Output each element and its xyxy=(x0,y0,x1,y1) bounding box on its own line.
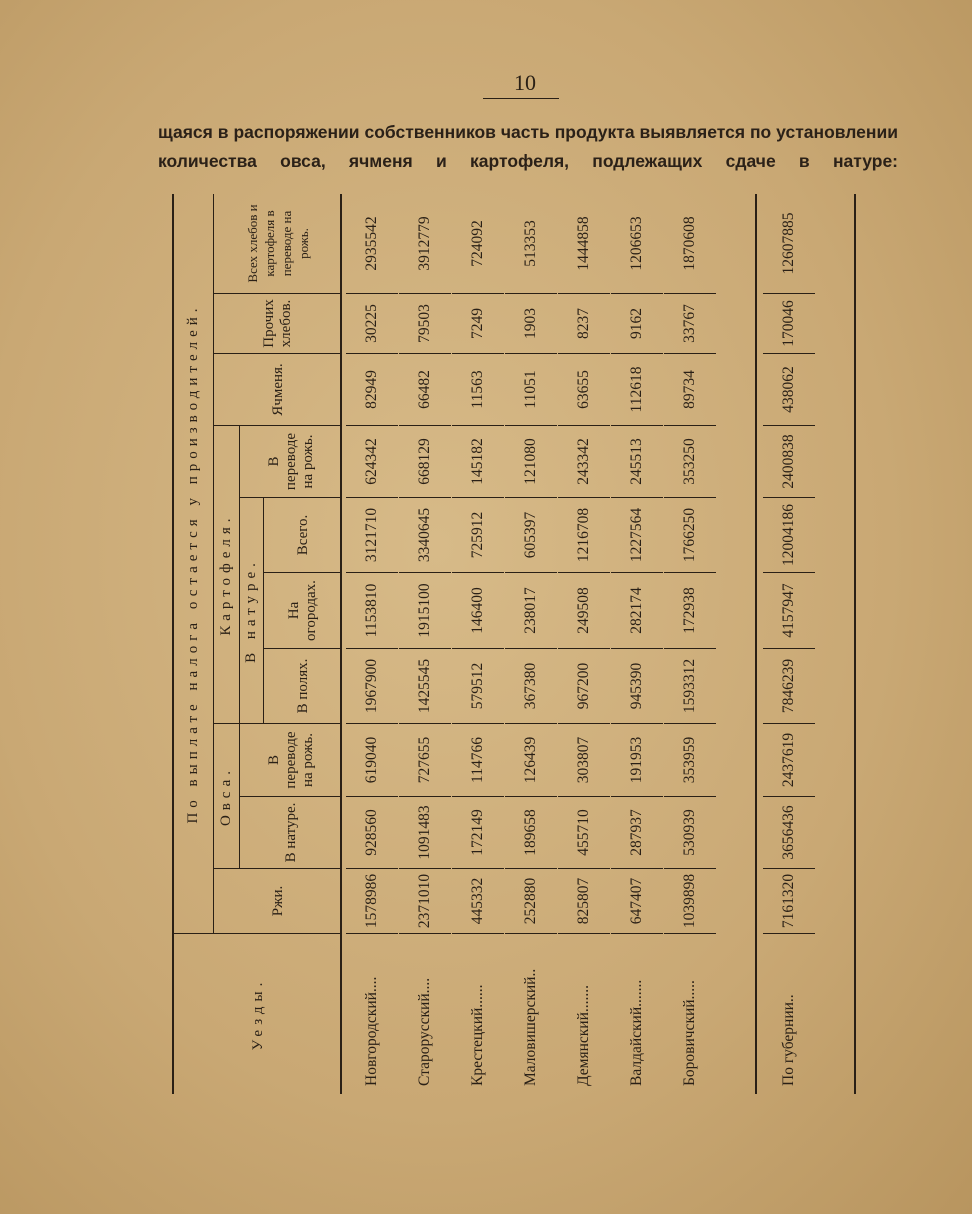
cell-pot-total: 12004186 xyxy=(763,498,815,573)
cell-pot-total: 725912 xyxy=(452,498,504,573)
cell-barley: 89734 xyxy=(664,354,716,426)
cell-oats-rye: 114766 xyxy=(452,724,504,797)
rye-header: Ржи. xyxy=(214,869,342,934)
cell-rye: 445332 xyxy=(452,869,504,934)
cell-pot-fields: 367380 xyxy=(505,649,557,724)
cell-rye: 7161320 xyxy=(763,869,815,934)
cell-pot-total: 1216708 xyxy=(558,498,610,573)
cell-rye: 252880 xyxy=(505,869,557,934)
cell-oats-rye: 619040 xyxy=(346,724,398,797)
table-row xyxy=(664,194,716,1094)
cell-pot-rye: 2400838 xyxy=(763,426,815,498)
table-row xyxy=(558,194,610,1094)
cell-pot-rye: 668129 xyxy=(399,426,451,498)
cell-pot-fields: 7846239 xyxy=(763,649,815,724)
oats-header: Овса. xyxy=(214,724,240,869)
cell-pot-gardens: 238017 xyxy=(505,573,557,649)
cell-pot-fields: 1425545 xyxy=(399,649,451,724)
uezd-name: По губернии.. xyxy=(780,994,797,1086)
cell-all: 513353 xyxy=(505,194,557,294)
cell-all: 1444858 xyxy=(558,194,610,294)
table-total-row xyxy=(763,194,815,1094)
cell-pot-total: 3121710 xyxy=(346,498,398,573)
cell-pot-rye: 243342 xyxy=(558,426,610,498)
uezd-name: Боровичский..... xyxy=(681,980,698,1086)
cell-pot-gardens: 249508 xyxy=(558,573,610,649)
cell-oats-rye: 126439 xyxy=(505,724,557,797)
cell-pot-gardens: 172938 xyxy=(664,573,716,649)
cell-pot-gardens: 282174 xyxy=(611,573,663,649)
page-number: 10 xyxy=(514,70,536,95)
cell-pot-gardens: 146400 xyxy=(452,573,504,649)
all-grains-header: Всех хлебов и картофеля в переводе на рожь. xyxy=(214,194,342,294)
cell-all: 1206653 xyxy=(611,194,663,294)
table-row xyxy=(452,194,504,1094)
cell-barley: 82949 xyxy=(346,354,398,426)
cell-pot-fields: 1593312 xyxy=(664,649,716,724)
cell-oats-rye: 303807 xyxy=(558,724,610,797)
cell-pot-rye: 121080 xyxy=(505,426,557,498)
cell-other: 8237 xyxy=(558,294,610,354)
table-row xyxy=(399,194,451,1094)
cell-pot-rye: 353250 xyxy=(664,426,716,498)
cell-barley: 438062 xyxy=(763,354,815,426)
cell-pot-total: 3340645 xyxy=(399,498,451,573)
potatoes-fields-header: В полях. xyxy=(264,649,342,724)
cell-rye: 1578986 xyxy=(346,869,398,934)
cell-all: 3912779 xyxy=(399,194,451,294)
uezd-name: Демянский....... xyxy=(575,985,592,1086)
cell-pot-total: 605397 xyxy=(505,498,557,573)
uezd-name: Валдайский....... xyxy=(628,979,645,1086)
cell-oats-nat: 928560 xyxy=(346,797,398,869)
cell-other: 170046 xyxy=(763,294,815,354)
cell-oats-nat: 3656436 xyxy=(763,797,815,869)
other-grains-header: Прочих хлебов. xyxy=(214,294,342,354)
cell-pot-gardens: 1915100 xyxy=(399,573,451,649)
page-number-rule xyxy=(483,98,559,99)
potatoes-natura-header: В натуре. xyxy=(240,498,264,724)
cell-other: 1903 xyxy=(505,294,557,354)
cell-barley: 112618 xyxy=(611,354,663,426)
cell-pot-rye: 624342 xyxy=(346,426,398,498)
uezd-name: Старорусский.... xyxy=(416,977,433,1086)
top-header: По выплате налога остается у производителей. xyxy=(174,194,214,934)
cell-pot-rye: 145182 xyxy=(452,426,504,498)
potatoes-rye-header: В переводе на рожь. xyxy=(240,426,342,498)
cell-other: 30225 xyxy=(346,294,398,354)
cell-rye: 647407 xyxy=(611,869,663,934)
uezd-name: Маловишерский.. xyxy=(522,968,539,1086)
cell-rye: 2371010 xyxy=(399,869,451,934)
rotated-table-container xyxy=(172,194,852,1094)
cell-pot-gardens: 1153810 xyxy=(346,573,398,649)
potatoes-header: Картофеля. xyxy=(214,426,240,724)
cell-oats-nat: 189658 xyxy=(505,797,557,869)
cell-oats-nat: 530939 xyxy=(664,797,716,869)
uezd-name: Крестецкий...... xyxy=(469,984,486,1086)
oats-rye-header: В переводе на рожь. xyxy=(240,724,342,797)
uezd-name: Новгородский.... xyxy=(363,976,380,1086)
cell-oats-nat: 172149 xyxy=(452,797,504,869)
cell-all: 2935542 xyxy=(346,194,398,294)
cell-barley: 11563 xyxy=(452,354,504,426)
cell-barley: 66482 xyxy=(399,354,451,426)
cell-pot-fields: 967200 xyxy=(558,649,610,724)
cell-pot-gardens: 4157947 xyxy=(763,573,815,649)
cell-all: 724092 xyxy=(452,194,504,294)
cell-pot-rye: 245513 xyxy=(611,426,663,498)
table-header xyxy=(174,194,342,1094)
cell-barley: 11051 xyxy=(505,354,557,426)
cell-oats-nat: 1091483 xyxy=(399,797,451,869)
cell-all: 12607885 xyxy=(763,194,815,294)
intro-paragraph: щаяся в распоряжении собственников часть продукта выявляется по установлении количества овса, ячменя и картофеля, подлежащих сдаче в натуре: xyxy=(158,122,898,171)
cell-oats-rye: 191953 xyxy=(611,724,663,797)
cell-pot-fields: 1967900 xyxy=(346,649,398,724)
cell-pot-total: 1227564 xyxy=(611,498,663,573)
oats-natura-header: В натуре. xyxy=(240,797,342,869)
cell-rye: 1039898 xyxy=(664,869,716,934)
potatoes-gardens-header: На огородах. xyxy=(264,573,342,649)
table-row xyxy=(611,194,663,1094)
cell-oats-nat: 287937 xyxy=(611,797,663,869)
cell-all: 1870608 xyxy=(664,194,716,294)
total-separator xyxy=(755,194,757,1094)
cell-pot-total: 1766250 xyxy=(664,498,716,573)
potatoes-total-header: Всего. xyxy=(264,498,342,573)
cell-oats-rye: 353959 xyxy=(664,724,716,797)
cell-pot-fields: 579512 xyxy=(452,649,504,724)
cell-oats-rye: 2437619 xyxy=(763,724,815,797)
cell-other: 7249 xyxy=(452,294,504,354)
uezd-header: Уезды. xyxy=(249,977,266,1051)
harvest-table xyxy=(172,194,856,1094)
cell-barley: 63655 xyxy=(558,354,610,426)
cell-oats-nat: 455710 xyxy=(558,797,610,869)
barley-header: Ячменя. xyxy=(214,354,342,426)
cell-other: 9162 xyxy=(611,294,663,354)
table-row xyxy=(505,194,557,1094)
table-row xyxy=(346,194,398,1094)
cell-oats-rye: 727655 xyxy=(399,724,451,797)
cell-other: 33767 xyxy=(664,294,716,354)
cell-pot-fields: 945390 xyxy=(611,649,663,724)
cell-other: 79503 xyxy=(399,294,451,354)
cell-rye: 825807 xyxy=(558,869,610,934)
